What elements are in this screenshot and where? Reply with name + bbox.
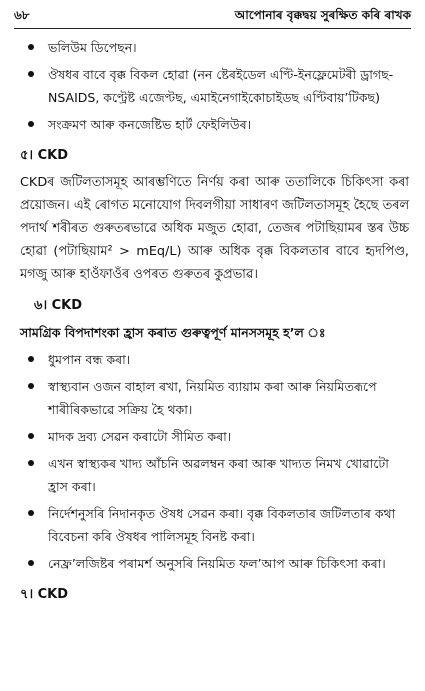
bullet-icon (28, 460, 34, 466)
running-title: আপোনাৰ বৃক্কদ্বয় সুৰক্ষিত কৰি ৰাখক (234, 8, 411, 22)
running-header (14, 8, 411, 29)
section-6-list (20, 348, 409, 575)
bullet-icon (28, 71, 34, 77)
section-5-heading: ৫। CKD (20, 148, 69, 163)
section-6-heading: ৬। CKD (34, 298, 83, 313)
bullet-icon (28, 560, 34, 566)
bullet-icon (28, 356, 34, 362)
list-item: ধুমপান বন্ধ কৰা। (20, 348, 409, 371)
bullet-icon (28, 433, 34, 439)
list-item: ঔষধৰ বাবে বৃক্ক বিকল হোৱা (নন ষ্টেৰইডেল এণ্টি-ইনফ্লেমেটৰী ড্ৰাগছ-NSAIDS, কণ্ট্ৰেষ্ট এজেণ্টছ, এমাইনেগাইকোচাইডছ এণ্টিবায়’টিকছ) (20, 63, 409, 109)
section-6-lead: সামগ্ৰিক বিপদাশংকা হ্ৰাস কৰাত গুৰুত্বপূৰ্ণ মানসসমূহ হ’ল ঃ (20, 325, 326, 340)
list-item: স্বাস্থ্যবান ওজন বাহাল ৰখা, নিয়মিত ব্যায়াম কৰা আৰু নিয়মিতৰূপে শাৰীৰিকভাৱে সক্ৰিয় হৈ থকা। (20, 375, 409, 421)
list-item: এখন স্বাস্থ্যকৰ খাদ্য আঁচনি অৱলম্বন কৰা আৰু খাদ্যত নিমখ খোৱাটো হ্ৰাস কৰা। (20, 452, 409, 498)
bullet-icon (28, 121, 34, 127)
bullet-icon (28, 44, 34, 50)
list-item: ভলিউম ডিপেছন। (20, 36, 409, 59)
list-item: নিৰ্দেশনুসৰি নিদানকৃত ঔষধ সেৱন কৰা। বৃক্ক বিকলতাৰ জটিলতাৰ কথা বিবেচনা কৰি ঔষধৰ পালিসমূহ বিনষ্ট কৰা। (20, 502, 409, 548)
section-5-paragraph: CKDৰ জটিলতাসমূহ আৰম্ভণিতে নিৰ্ণয় কৰা আৰু ততালিকে চিকিৎসা কৰা প্ৰয়োজন। এই ৰোগত মনোযোগ দিবলগীয়া সাধাৰণ জটিলতাসমূহ হৈছে তৰল পদাৰ্থ শৰীৰত গুৰুতৰভাৱে অধিক মজুত হোৱা, তেজৰ পটাছিয়ামৰ স্তৰ উচ্চ হোৱা (পটাছিয়াম² > mEq/L) আৰু অধিক বৃক্ক বিকলতাৰ বাবে হৃদপিণ্ড, মগজু আৰু হাওঁফাওঁৰ ওপৰত গুৰুতৰ কুপ্ৰভাৱ। (20, 175, 409, 282)
section-7-heading: ৭। CKD (20, 587, 69, 602)
page-number: ৬৮ (14, 8, 30, 22)
list-item: সংক্ৰমণ আৰু কনজেষ্টিভ হাৰ্ট ফেইলিউৰ। (20, 113, 409, 136)
list-item: নেফ্ৰ’লজিষ্টৰ পৰামৰ্শ অনুসৰি নিয়মিত ফল’আপ আৰু চিকিৎসা কৰা। (20, 552, 409, 575)
list-item: মাদক দ্ৰব্য সেৱন কৰাটো সীমিত কৰা। (20, 425, 409, 448)
top-bullet-list (20, 36, 409, 136)
bullet-icon (28, 510, 34, 516)
bullet-icon (28, 383, 34, 389)
page-body (20, 36, 409, 610)
